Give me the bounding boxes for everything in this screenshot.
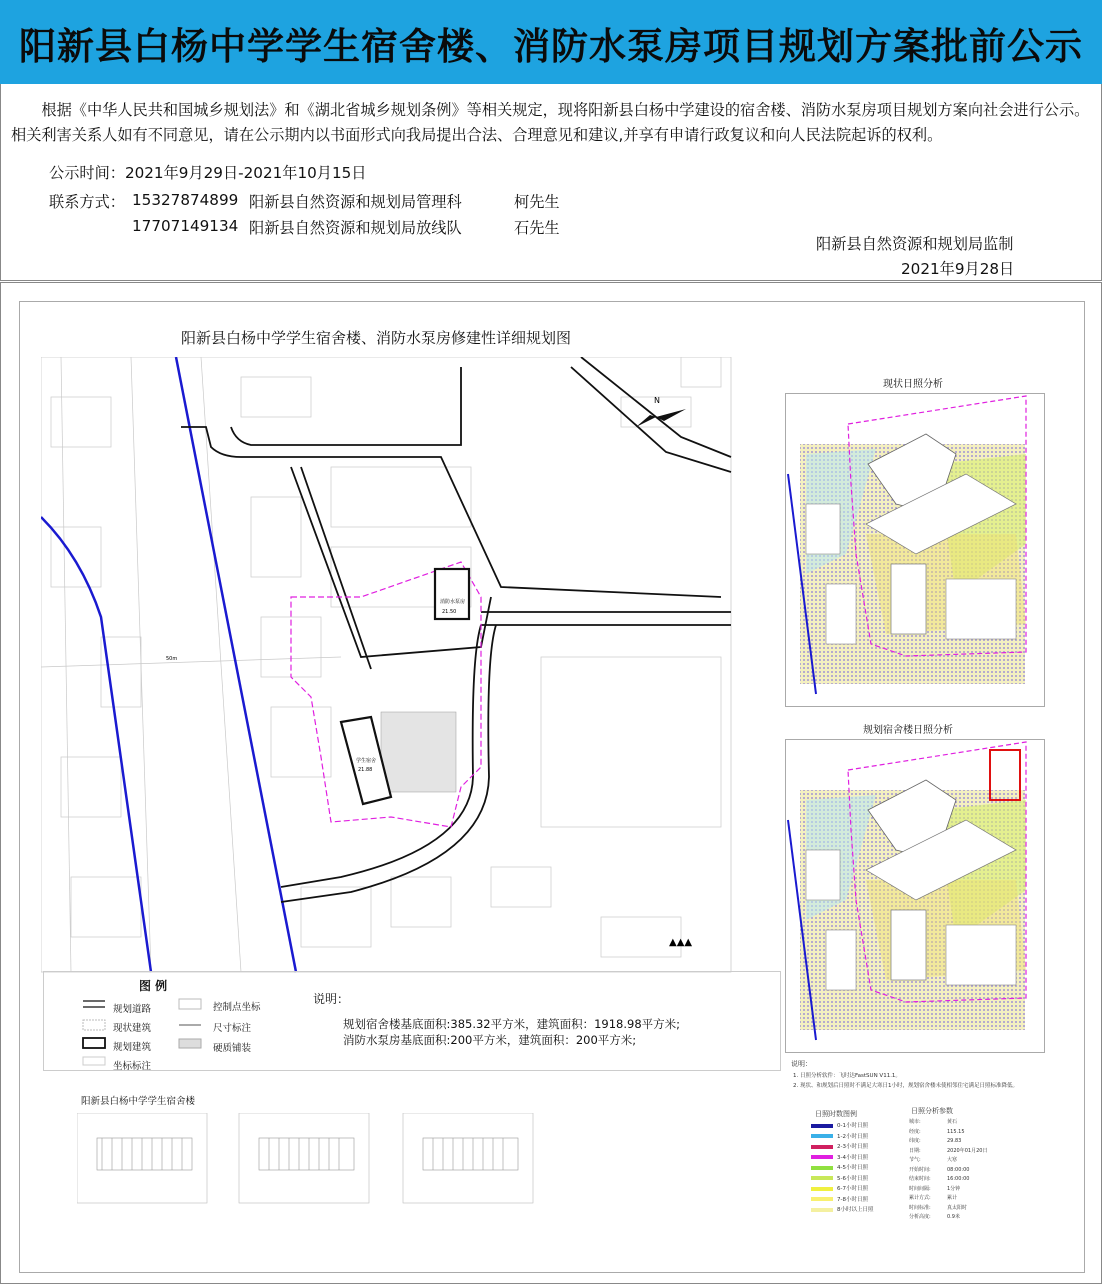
sun-legend-swatch	[811, 1134, 833, 1138]
sun-legend-swatch	[811, 1208, 833, 1212]
sun-legend	[811, 1121, 901, 1221]
sun-param-value: 08:00:00	[947, 1166, 970, 1173]
sun-legend-title: 日照时数图例	[815, 1110, 857, 1118]
sun-param-key: 经度:	[909, 1128, 921, 1135]
sun-legend-label: 0-1小时日照	[837, 1123, 868, 1129]
sun-param-value: 累计	[947, 1195, 958, 1201]
notice-section	[0, 84, 1102, 281]
sun-param-row	[909, 1128, 965, 1135]
sun-param-row	[909, 1204, 967, 1211]
sun-param-key: 节气:	[909, 1157, 921, 1163]
sun-legend-label: 6-7小时日照	[837, 1186, 868, 1192]
sun-analysis-svg	[786, 740, 1044, 1052]
site-plan-map	[41, 357, 741, 977]
sun-note: 2. 现状、和规划后日照时不满足大寒日1小时，规划宿舍楼未使相邻住宅满足日照标准降低。	[793, 1083, 1018, 1089]
sun-legend-row	[811, 1142, 868, 1151]
svg-text:21.88: 21.88	[358, 767, 373, 773]
sun-legend-label: 4-5小时日照	[837, 1165, 868, 1171]
contact-dept: 阳新县自然资源和规划局放线队	[249, 219, 462, 237]
sun-legend-label: 8小时以上日照	[837, 1207, 874, 1213]
sun-planned-map	[785, 739, 1045, 1053]
svg-text:消防水泵房: 消防水泵房	[440, 599, 466, 605]
sun-param-value: 大寒	[947, 1157, 958, 1163]
sun-legend-label: 1-2小时日照	[837, 1133, 868, 1140]
sun-legend-swatch	[811, 1145, 833, 1149]
svg-text:21.50: 21.50	[442, 609, 457, 615]
sun-legend-swatch	[811, 1176, 833, 1180]
sun-current-title: 现状日照分析	[883, 379, 943, 390]
sun-param-row	[909, 1175, 969, 1182]
sun-param-value: 黄石	[947, 1119, 958, 1125]
sun-legend-label: 7-8小时日照	[837, 1196, 868, 1203]
sun-legend-row	[811, 1174, 868, 1183]
sun-param-key: 日期:	[909, 1147, 921, 1154]
sun-param-key: 时间标准:	[909, 1204, 931, 1211]
issue-date: 2021年9月28日	[901, 260, 1015, 278]
sun-legend-swatch	[811, 1166, 833, 1170]
sun-note: 1. 日照分析软件：飞时达FastSUN V11.1。	[793, 1073, 901, 1079]
floorplans-title: 阳新县白杨中学学生宿舍楼	[81, 1096, 196, 1107]
sun-param-key: 结束时间:	[909, 1176, 931, 1182]
sun-param-key: 分析高度:	[909, 1214, 931, 1220]
sun-param-key: 纬度:	[909, 1138, 921, 1144]
sun-legend-row	[811, 1132, 868, 1141]
sun-param-value: 29.83	[947, 1138, 962, 1144]
legend-item: 规划建筑	[113, 1042, 152, 1053]
legend-item: 坐标标注	[113, 1061, 152, 1072]
contact-label: 联系方式：	[49, 193, 125, 211]
sun-current-map	[785, 393, 1045, 707]
contact-dept: 阳新县自然资源和规划局管理科	[249, 193, 462, 211]
contact-phone: 15327874899	[132, 191, 239, 209]
contact-person: 石先生	[514, 219, 560, 237]
sun-legend-label: 3-4小时日照	[837, 1154, 868, 1161]
plan-drawing	[0, 282, 1102, 1284]
description-line: 规划宿舍楼基底面积:385.32平方米，建筑面积：1918.98平方米;	[343, 1017, 681, 1031]
sun-legend-swatch	[811, 1124, 833, 1128]
sun-param-row	[909, 1213, 960, 1220]
notice-period: 公示时间：2021年9月29日-2021年10月15日	[49, 164, 367, 182]
sun-notes-title: 说明：	[791, 1060, 812, 1068]
legend-item: 硬质铺装	[213, 1043, 252, 1054]
sun-legend-row	[811, 1184, 868, 1193]
sun-params	[909, 1118, 999, 1228]
sun-param-row	[909, 1156, 957, 1163]
legend-item: 控制点坐标	[213, 1002, 261, 1013]
sun-legend-swatch	[811, 1187, 833, 1191]
plan-title: 阳新县白杨中学学生宿舍楼、消防水泵房修建性详细规划图	[181, 329, 572, 347]
legend-item: 尺寸标注	[213, 1023, 252, 1034]
sun-param-row	[909, 1137, 961, 1144]
sun-param-key: 开始时间:	[909, 1166, 931, 1173]
svg-text:学生宿舍: 学生宿舍	[356, 758, 377, 764]
legend-item: 现状建筑	[113, 1023, 152, 1034]
sun-param-row	[909, 1194, 957, 1201]
page-title: 阳新县白杨中学学生宿舍楼、消防水泵房项目规划方案批前公示	[19, 25, 1083, 68]
svg-text:▲▲▲: ▲▲▲	[669, 937, 693, 948]
sun-legend-row	[811, 1153, 868, 1162]
sun-param-value: 0.9米	[947, 1214, 960, 1220]
sun-legend-row	[811, 1205, 874, 1214]
sun-legend-row	[811, 1121, 868, 1130]
contact-person: 柯先生	[514, 193, 560, 211]
sun-param-row	[909, 1185, 960, 1192]
svg-text:50m: 50m	[166, 656, 178, 662]
title-banner	[0, 0, 1102, 84]
description-line: 消防水泵房基底面积:200平方米，建筑面积：200平方米;	[343, 1033, 637, 1047]
sun-param-key: 城市:	[909, 1119, 921, 1125]
description-title: 说明：	[313, 992, 350, 1006]
sun-param-value: 1分钟	[947, 1185, 961, 1192]
sun-param-value: 16:00:00	[947, 1176, 970, 1182]
sun-legend-label: 2-3小时日照	[837, 1144, 868, 1150]
sun-param-key: 时间间隔:	[909, 1185, 931, 1192]
sun-planned-title: 规划宿舍楼日照分析	[863, 725, 953, 736]
sun-param-key: 累计方式:	[909, 1195, 931, 1201]
legend-item: 规划道路	[113, 1004, 152, 1015]
sun-legend-row	[811, 1163, 868, 1172]
sun-param-row	[909, 1118, 957, 1125]
sun-param-value: 2020年01月20日	[947, 1147, 988, 1154]
sun-param-value: 真太阳时	[947, 1204, 968, 1211]
issuer: 阳新县自然资源和规划局监制	[816, 235, 1014, 253]
contact-phone: 17707149134	[132, 217, 239, 235]
sun-legend-label: 5-6小时日照	[837, 1175, 868, 1182]
sun-param-value: 115.15	[947, 1128, 965, 1135]
sun-legend-swatch	[811, 1197, 833, 1201]
floorplan-thumbnails	[77, 1113, 617, 1213]
sun-param-row	[909, 1147, 987, 1154]
sun-legend-row	[811, 1195, 868, 1204]
svg-text:N: N	[654, 396, 660, 405]
sun-params-title: 日照分析参数	[911, 1107, 953, 1115]
sun-legend-swatch	[811, 1155, 833, 1159]
notice-paragraph: 根据《中华人民共和国城乡规划法》和《湖北省城乡规划条例》等相关规定，现将阳新县白杨中学建设的宿舍楼、消防水泵房项目规划方案向社会进行公示。相关利害关系人如有不同意见，请在公示期内以书面形式向我局提出合法、合理意见和建议,并享有申请行政复议和向人民法院起诉的权利。	[11, 101, 1090, 144]
sun-analysis-svg	[786, 394, 1044, 706]
legend-title: 图 例	[139, 979, 168, 993]
sun-param-row	[909, 1166, 969, 1173]
